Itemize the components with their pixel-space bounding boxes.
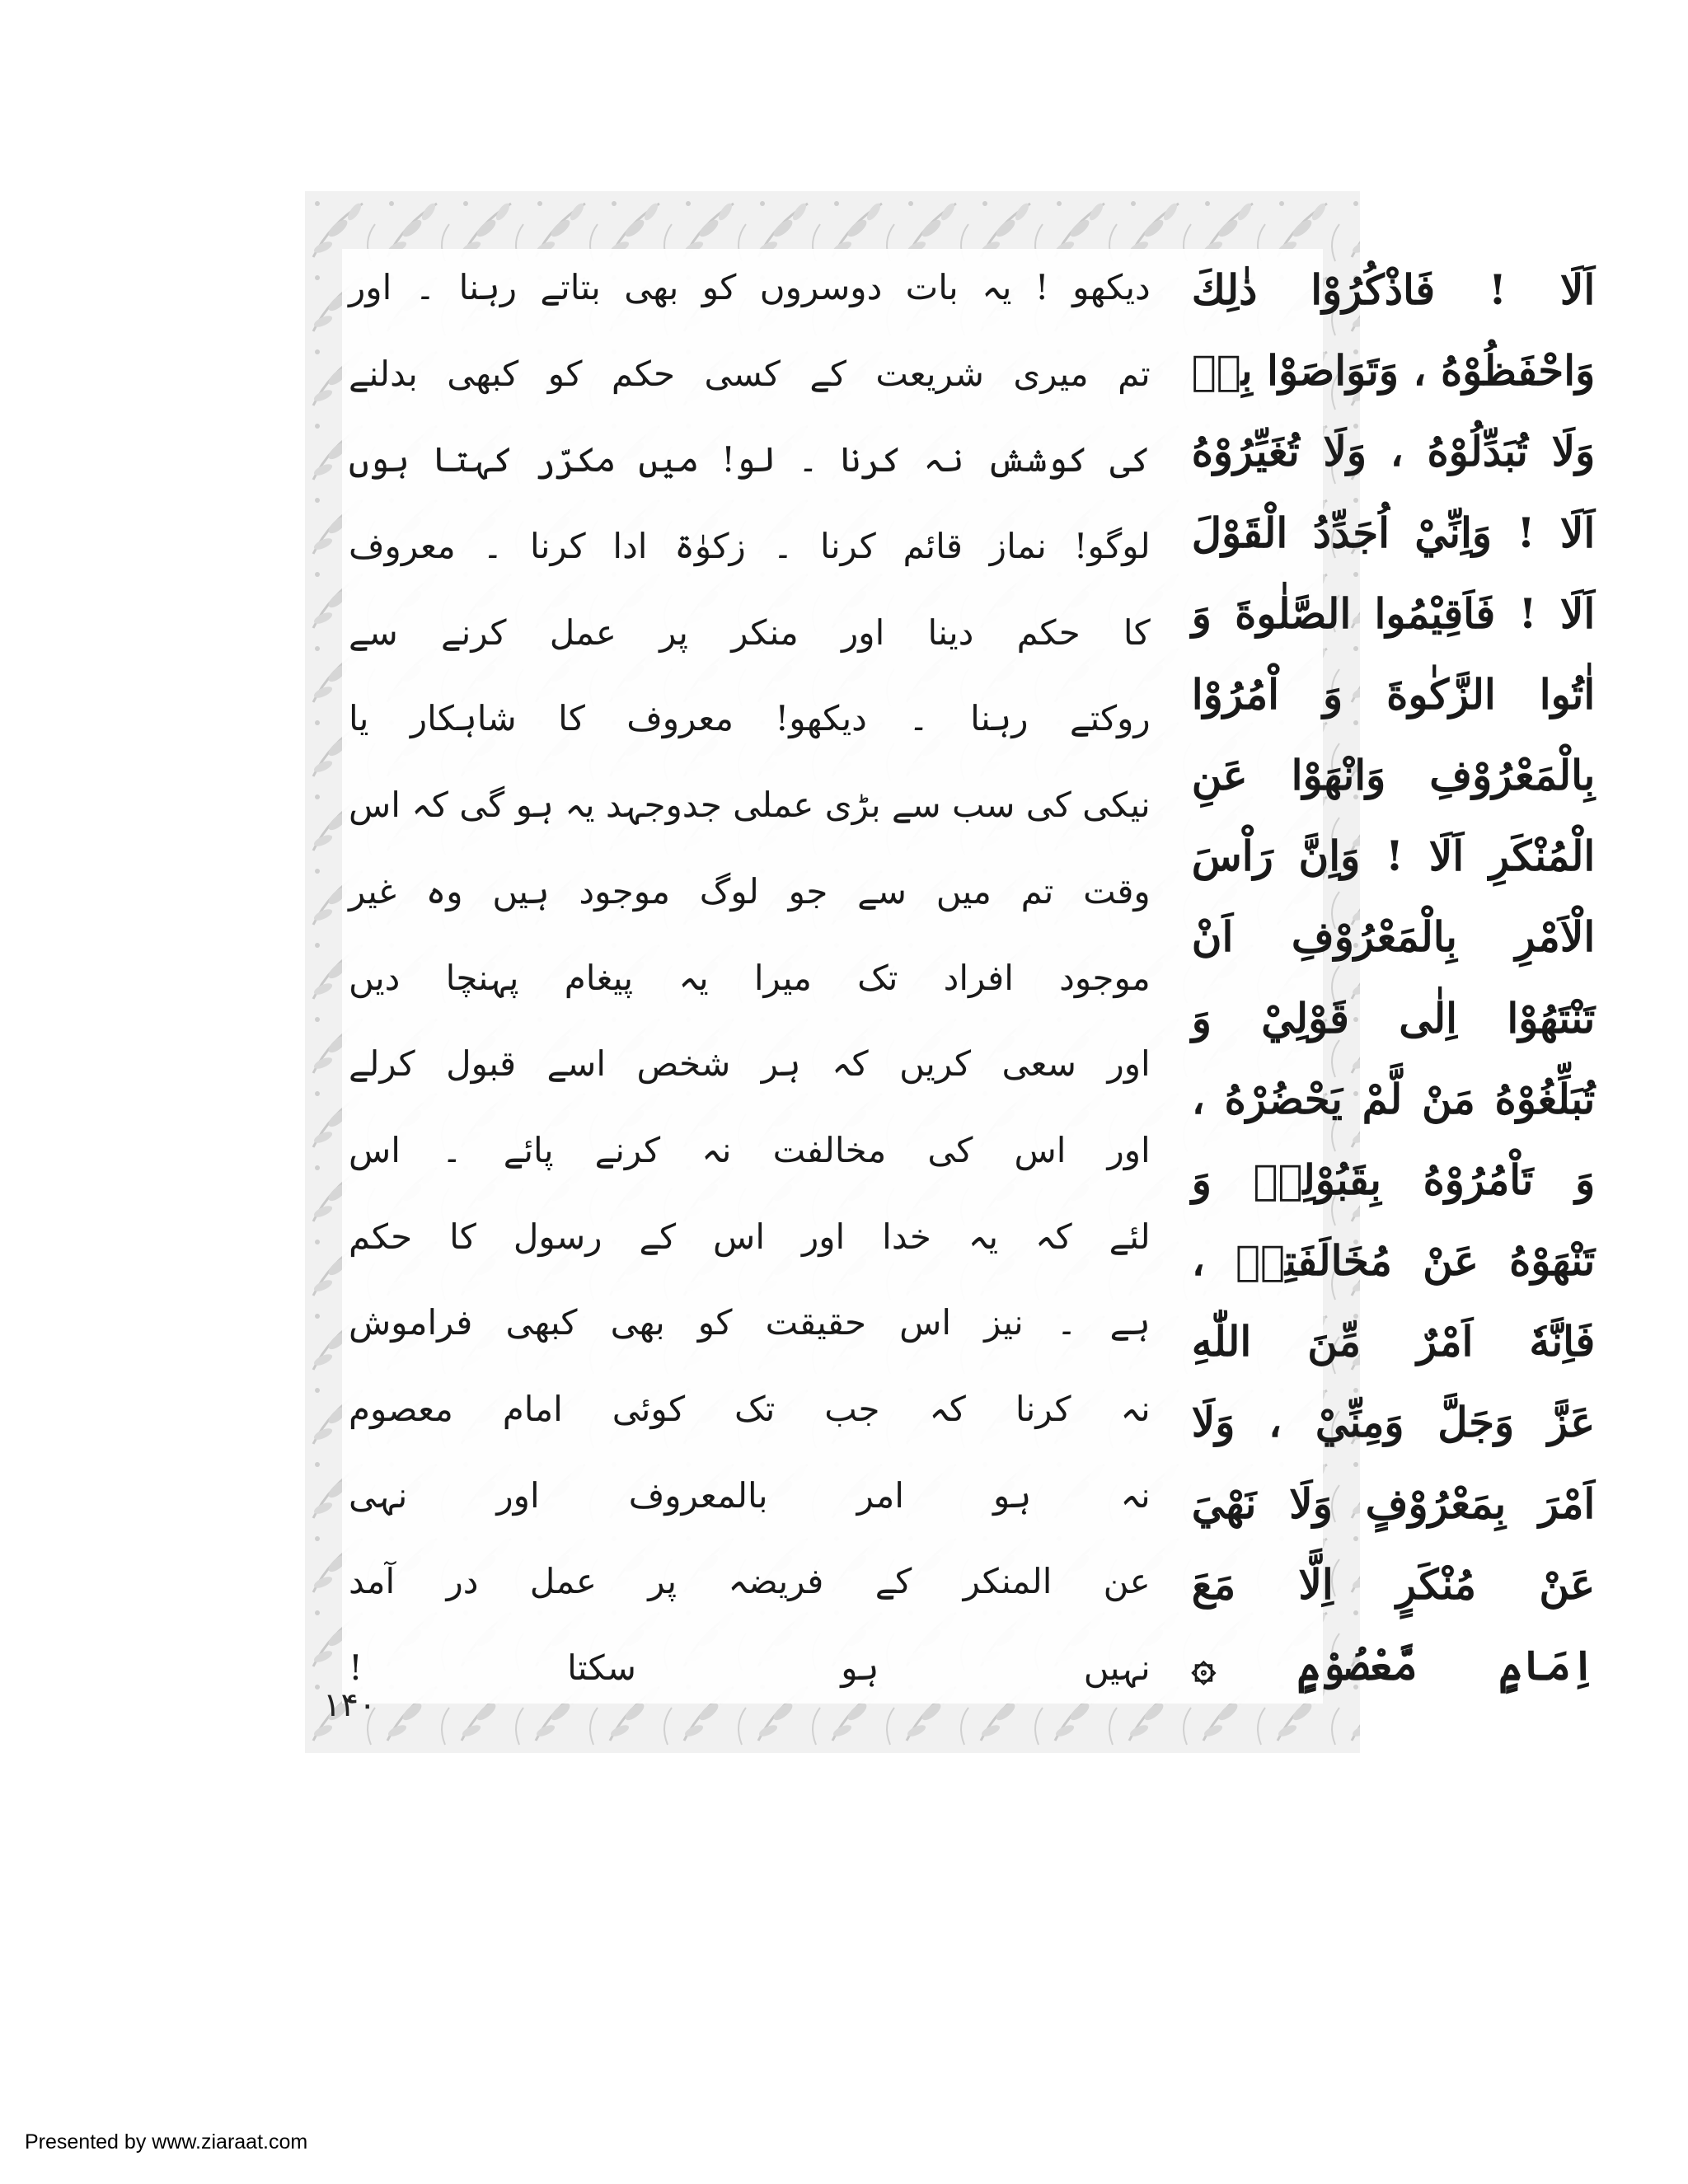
urdu-line: لوگو! نماز قائم کرنا ۔ زکوٰۃ ادا کرنا ۔ معروف bbox=[349, 526, 1151, 567]
arabic-line: تُبَلِّغُوْهُ مَنْ لَّمْ يَحْضُرْهُ ، bbox=[1191, 1074, 1596, 1123]
arabic-line: وَلَا تُبَدِّلُوْهُ ، وَلَا تُغَيِّرُوْهُ bbox=[1191, 427, 1596, 476]
urdu-line: نیکی کی سب سے بڑی عملی جدوجہد یہ ہو گی کہ اس bbox=[349, 785, 1151, 826]
urdu-line: وقت تم میں سے جو لوگ موجود ہیں وہ غیر bbox=[349, 870, 1151, 912]
arabic-line: اِمَامٍ مَّعْصُوْمٍ ۞ bbox=[1191, 1640, 1596, 1690]
arabic-line: عَنْ مُنْكَرٍ اِلَّا مَعَ bbox=[1191, 1559, 1596, 1609]
arabic-line: اَمْرَ بِمَعْرُوْفٍ وَلَا نَهْيَ bbox=[1191, 1479, 1596, 1528]
urdu-line: اور سعی کریں کہ ہر شخص اسے قبول کرلے bbox=[349, 1043, 1151, 1085]
arabic-line: بِالْمَعْرُوْفِ وَانْهَوْا عَنِ bbox=[1191, 751, 1596, 800]
urdu-line: تم میری شریعت کے کسی حکم کو کبھی بدلنے bbox=[349, 353, 1151, 394]
arabic-line: الْمُنْكَرِ اَلَا ! وَاِنَّ رَاْسَ bbox=[1191, 832, 1596, 881]
urdu-line: کا حکم دینا اور منکر پر عمل کرنے سے bbox=[349, 612, 1151, 653]
urdu-line: ہے ۔ نیز اس حقیقت کو بھی کبھی فراموش bbox=[349, 1302, 1151, 1343]
arabic-line: اَلَا ! فَاَقِيْمُوا الصَّلٰوةَ وَ bbox=[1191, 588, 1596, 638]
arabic-line: اَلَا ! وَاِنِّيْ اُجَدِّدُ الْقَوْلَ bbox=[1191, 508, 1596, 557]
footer-credit: Presented by www.ziaraat.com bbox=[25, 2130, 308, 2154]
urdu-line: نہ کرنا کہ جب تک کوئی امام معصوم bbox=[349, 1388, 1151, 1429]
page-number: ۱۴۰ bbox=[323, 1686, 377, 1724]
arabic-line: فَاِنَّهٗ اَمْرٌ مِّنَ اللّٰهِ bbox=[1191, 1317, 1596, 1366]
arabic-line: وَ تَاْمُرُوْهُ بِقَبُوْلِهٖ وَ bbox=[1191, 1155, 1596, 1204]
arabic-line: تَنْهَوْهُ عَنْ مُخَالَفَتِهٖ ، bbox=[1191, 1236, 1596, 1286]
arabic-line: اَلَا ! فَاذْكُرُوْا ذٰلِكَ bbox=[1191, 265, 1596, 314]
arabic-text-column bbox=[1185, 249, 1606, 1704]
urdu-line: نہ ہو امر بالمعروف اور نہی bbox=[349, 1474, 1151, 1516]
urdu-line: روکتے رہنا ۔ دیکھو! معروف کا شاہکار یا bbox=[349, 698, 1151, 739]
urdu-line: اور اس کی مخالفت نہ کرنے پائے ۔ اس bbox=[349, 1129, 1151, 1170]
urdu-line: موجود افراد تک میرا یہ پیغام پہنچا دیں bbox=[349, 957, 1151, 998]
urdu-line: نہیں ہو سکتا ! bbox=[349, 1647, 1151, 1688]
urdu-line: کی کوشش نہ کرنا ۔ لو! میں مکرّر کہتا ہوں bbox=[349, 439, 1151, 480]
arabic-line: عَزَّ وَجَلَّ وَمِنِّيْ ، وَلَا bbox=[1191, 1398, 1596, 1447]
arabic-line: الْاَمْرِ بِالْمَعْرُوْفِ اَنْ bbox=[1191, 912, 1596, 962]
scanned-book-page bbox=[305, 191, 1596, 1753]
arabic-line: تَنْتَهُوْا اِلٰى قَوْلِيْ وَ bbox=[1191, 993, 1596, 1043]
urdu-translation-column bbox=[342, 249, 1157, 1704]
urdu-line: لئے کہ یہ خدا اور اس کے رسول کا حکم bbox=[349, 1216, 1151, 1257]
page-text-area bbox=[342, 249, 1596, 1704]
arabic-line: وَاحْفَظُوْهُ ، وَتَوَاصَوْا بِهٖ bbox=[1191, 346, 1596, 396]
urdu-line: دیکھو ! یہ بات دوسروں کو بھی بتاتے رہنا ۔ اور bbox=[349, 267, 1151, 307]
urdu-line: عن المنکر کے فریضہ پر عمل در آمد bbox=[349, 1561, 1151, 1602]
arabic-line: اٰتُوا الزَّكٰوةَ وَ اْمُرُوْا bbox=[1191, 669, 1596, 719]
